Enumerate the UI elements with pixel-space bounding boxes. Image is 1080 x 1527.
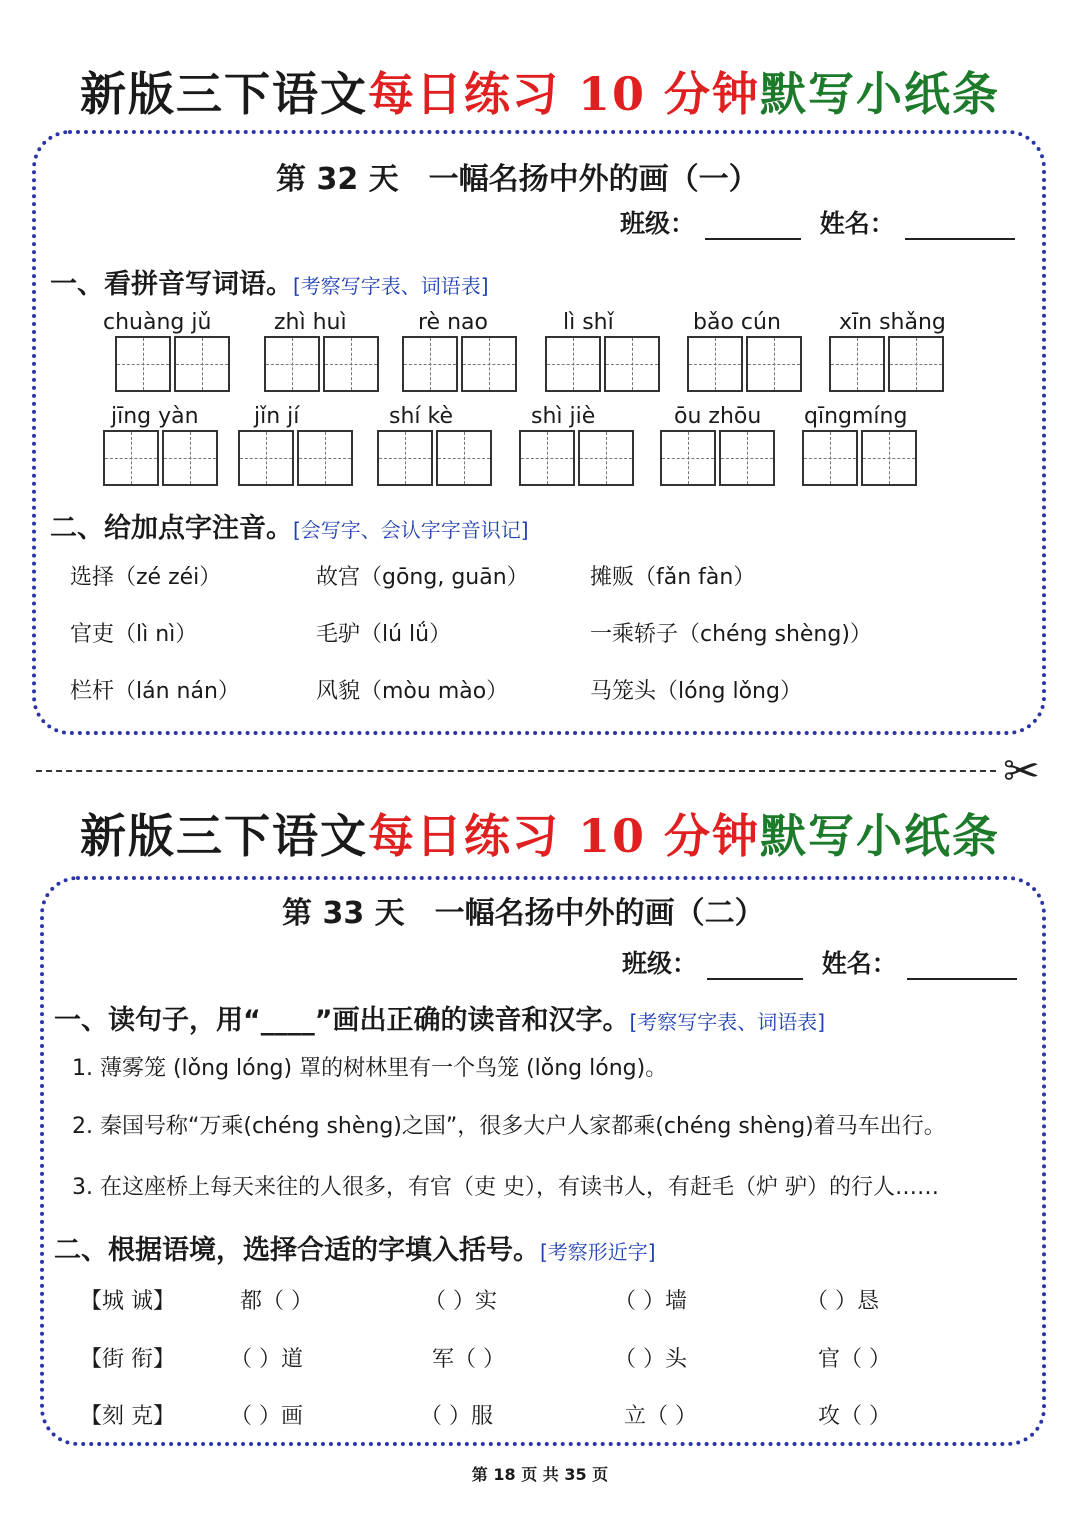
annotation-item: 选择（zé zéi） bbox=[70, 565, 222, 590]
annotation-item: 马笼头（lóng lǒng） bbox=[590, 679, 802, 704]
sec1-hint: [考察写字表、词语表] bbox=[629, 1010, 826, 1034]
writing-box[interactable] bbox=[323, 336, 379, 392]
title-red: 每日练习 10 分钟 bbox=[367, 809, 761, 863]
page-footer: 第 18 页 共 35 页 bbox=[471, 1465, 609, 1484]
day32-sec2-title: 二、给加点字注音。[会写字、会认字字音识记] bbox=[50, 513, 529, 544]
fill-blank[interactable]: （ ）画 bbox=[230, 1404, 303, 1429]
writing-box[interactable] bbox=[297, 430, 353, 486]
writing-box[interactable] bbox=[746, 336, 802, 392]
char-group: 【城 诚】 bbox=[80, 1289, 175, 1314]
fill-blank[interactable]: （ ）头 bbox=[614, 1347, 687, 1372]
sentence: 1. 薄雾笼 (lǒng lóng) 罩的树林里有一个鸟笼 (lǒng lóng)。 bbox=[72, 1056, 668, 1081]
title-black: 新版三下语文 bbox=[79, 809, 368, 863]
class-field[interactable] bbox=[705, 216, 801, 240]
writing-box[interactable] bbox=[802, 430, 858, 486]
name-field[interactable] bbox=[905, 216, 1015, 240]
fill-blank[interactable]: （ ）服 bbox=[420, 1404, 493, 1429]
writing-box[interactable] bbox=[238, 430, 294, 486]
writing-box[interactable] bbox=[461, 336, 517, 392]
fill-blank[interactable]: 都（ ） bbox=[240, 1289, 313, 1314]
writing-box[interactable] bbox=[888, 336, 944, 392]
writing-box[interactable] bbox=[115, 336, 171, 392]
writing-box[interactable] bbox=[829, 336, 885, 392]
sentence: 3. 在这座桥上每天来往的人很多，有官（吏 史），有读书人，有赶毛（炉 驴）的行人…… bbox=[72, 1175, 939, 1200]
day32-sec1-title: 一、看拼音写词语。[考察写字表、词语表] bbox=[50, 269, 489, 300]
annotation-item: 毛驴（lú lǘ） bbox=[316, 622, 452, 647]
fill-blank[interactable]: 立（ ） bbox=[624, 1404, 697, 1429]
title-red: 每日练习 10 分钟 bbox=[367, 67, 761, 121]
writing-box[interactable] bbox=[861, 430, 917, 486]
class-field[interactable] bbox=[707, 956, 803, 980]
day32-heading: 第 32 天 一幅名扬中外的画（一） bbox=[276, 162, 759, 197]
fill-blank[interactable]: 攻（ ） bbox=[818, 1404, 891, 1429]
name-label: 姓名： bbox=[821, 949, 897, 978]
title-green: 默写小纸条 bbox=[760, 67, 1001, 121]
sec1-hint: [考察写字表、词语表] bbox=[293, 274, 489, 298]
fill-blank[interactable]: （ ）恳 bbox=[806, 1289, 879, 1314]
worksheet-title-1 bbox=[0, 58, 1080, 124]
annotation-item: 风貌（mòu mào） bbox=[316, 679, 509, 704]
fill-blank[interactable]: （ ）墙 bbox=[614, 1289, 687, 1314]
day33-sec1-title: 一、读句子，用“____”画出正确的读音和汉字。[考察写字表、词语表] bbox=[54, 1005, 826, 1036]
annotation-item: 一乘轿子（chéng shèng)） bbox=[590, 622, 872, 647]
writing-box[interactable] bbox=[174, 336, 230, 392]
writing-box[interactable] bbox=[687, 336, 743, 392]
writing-box[interactable] bbox=[545, 336, 601, 392]
class-label: 班级： bbox=[620, 209, 696, 238]
worksheet-title-2 bbox=[0, 800, 1080, 866]
fill-blank[interactable]: （ ）道 bbox=[230, 1347, 303, 1372]
scissors-icon: ✂ bbox=[1003, 746, 1040, 797]
name-field[interactable] bbox=[907, 956, 1017, 980]
fill-blank[interactable]: 军（ ） bbox=[432, 1347, 505, 1372]
writing-box[interactable] bbox=[519, 430, 575, 486]
annotation-item: 栏杆（lán nán） bbox=[70, 679, 240, 704]
annotation-item: 官吏（lì nì） bbox=[70, 622, 198, 647]
writing-box[interactable] bbox=[103, 430, 159, 486]
writing-box[interactable] bbox=[719, 430, 775, 486]
writing-box[interactable] bbox=[402, 336, 458, 392]
writing-box[interactable] bbox=[162, 430, 218, 486]
writing-box[interactable] bbox=[604, 336, 660, 392]
title-black: 新版三下语文 bbox=[79, 67, 368, 121]
title-green: 默写小纸条 bbox=[760, 809, 1001, 863]
day32-name-bar bbox=[620, 204, 1025, 240]
sec2-hint: [考察形近字] bbox=[540, 1240, 656, 1264]
sec2-hint: [会写字、会认字字音识记] bbox=[293, 518, 529, 542]
fill-blank[interactable]: 官（ ） bbox=[818, 1347, 891, 1372]
char-group: 【刻 克】 bbox=[80, 1404, 175, 1429]
writing-box[interactable] bbox=[436, 430, 492, 486]
char-group: 【街 衔】 bbox=[80, 1347, 175, 1372]
day33-name-bar bbox=[622, 944, 1027, 980]
fill-blank[interactable]: （ ）实 bbox=[424, 1289, 497, 1314]
annotation-item: 故宫（gōng, guān） bbox=[316, 565, 529, 590]
writing-box[interactable] bbox=[377, 430, 433, 486]
writing-box[interactable] bbox=[264, 336, 320, 392]
class-label: 班级： bbox=[622, 949, 698, 978]
cut-line bbox=[36, 770, 996, 772]
annotation-item: 摊贩（fǎn fàn） bbox=[590, 565, 756, 590]
sentence: 2. 秦国号称“万乘(chéng shèng)之国”，很多大户人家都乘(chéng shèng)着马车出行。 bbox=[72, 1114, 946, 1139]
writing-box[interactable] bbox=[660, 430, 716, 486]
writing-box[interactable] bbox=[578, 430, 634, 486]
name-label: 姓名： bbox=[819, 209, 895, 238]
day33-heading: 第 33 天 一幅名扬中外的画（二） bbox=[282, 896, 765, 931]
day33-sec2-title: 二、根据语境，选择合适的字填入括号。[考察形近字] bbox=[54, 1235, 656, 1266]
